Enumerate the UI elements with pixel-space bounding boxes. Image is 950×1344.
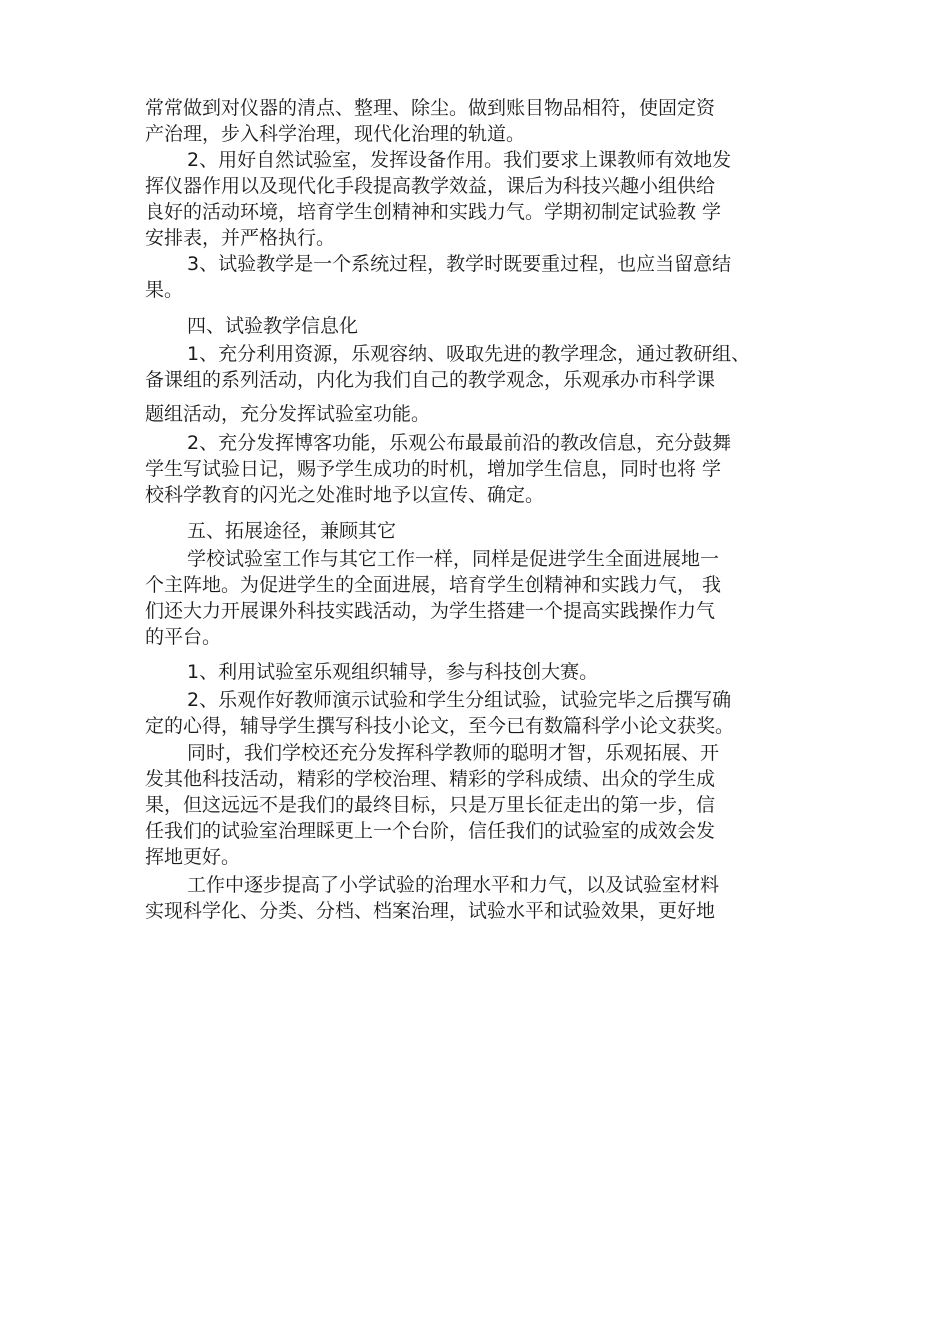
text-line: 挥地更好。 [145, 846, 241, 868]
text-line: 学生写试验日记，赐予学生成功的时机，增加学生信息，同时也将 学 [145, 458, 722, 480]
text-line: 任我们的试验室治理睬更上一个台阶，信任我们的试验室的成效会发 [145, 820, 716, 842]
text-line: 题组活动，充分发挥试验室功能。 [145, 403, 431, 425]
text-line: 常常做到对仪器的清点、整理、除尘。做到账目物品相符，使固定资 [145, 97, 716, 119]
text-line: 安排表，并严格执行。 [145, 227, 336, 249]
text-line: 实现科学化、分类、分档、档案治理，试验水平和试验效果，更好地 [145, 900, 716, 922]
text-line: 个主阵地。为促进学生的全面进展，培育学生创精神和实践力气， 我 [145, 574, 722, 596]
text-line: 果。 [145, 279, 184, 301]
section-heading: 四、试验教学信息化 [187, 315, 359, 337]
text-line: 备课组的系列活动，内化为我们自己的教学观念，乐观承办市科学课 [145, 369, 716, 391]
text-line: 学校试验室工作与其它工作一样，同样是促进学生全面进展地一 [187, 548, 720, 570]
text-line: 发其他科技活动，精彩的学校治理、精彩的学科成绩、出众的学生成 [145, 768, 716, 790]
text-line: 定的心得，辅导学生撰写科技小论文，至今已有数篇科学小论文获奖。 [145, 715, 735, 737]
text-line: 果，但这远远不是我们的最终目标，只是万里长征走出的第一步，信 [145, 794, 716, 816]
text-line: 们还大力开展课外科技实践活动，为学生搭建一个提高实践操作力气 [145, 600, 716, 622]
text-line: 产治理，步入科学治理，现代化治理的轨道。 [145, 123, 526, 145]
text-line: 挥仪器作用以及现代化手段提高教学效益，课后为科技兴趣小组供给 [145, 175, 716, 197]
text-line: 2、充分发挥博客功能，乐观公布最最前沿的教改信息，充分鼓舞 [187, 432, 732, 454]
text-line: 1、充分利用资源，乐观容纳、吸取先进的教学理念，通过教研组、 [187, 343, 751, 365]
text-line: 2、乐观作好教师演示试验和学生分组试验，试验完毕之后撰写确 [187, 689, 732, 711]
text-line: 工作中逐步提高了小学试验的治理水平和力气，以及试验室材料 [187, 874, 720, 896]
text-line: 1、利用试验室乐观组织辅导，参与科技创大赛。 [187, 661, 599, 683]
text-line: 2、用好自然试验室，发挥设备作用。我们要求上课教师有效地发 [187, 149, 732, 171]
text-line: 同时，我们学校还充分发挥科学教师的聪明才智，乐观拓展、开 [187, 742, 720, 764]
section-heading: 五、拓展途径，兼顾其它 [187, 520, 397, 542]
text-line: 良好的活动环境，培育学生创精神和实践力气。学期初制定试验教 学 [145, 201, 722, 223]
text-line: 3、试验教学是一个系统过程，教学时既要重过程，也应当留意结 [187, 253, 732, 275]
text-line: 的平台。 [145, 626, 222, 648]
text-line: 校科学教育的闪光之处准时地予以宣传、确定。 [145, 484, 545, 506]
